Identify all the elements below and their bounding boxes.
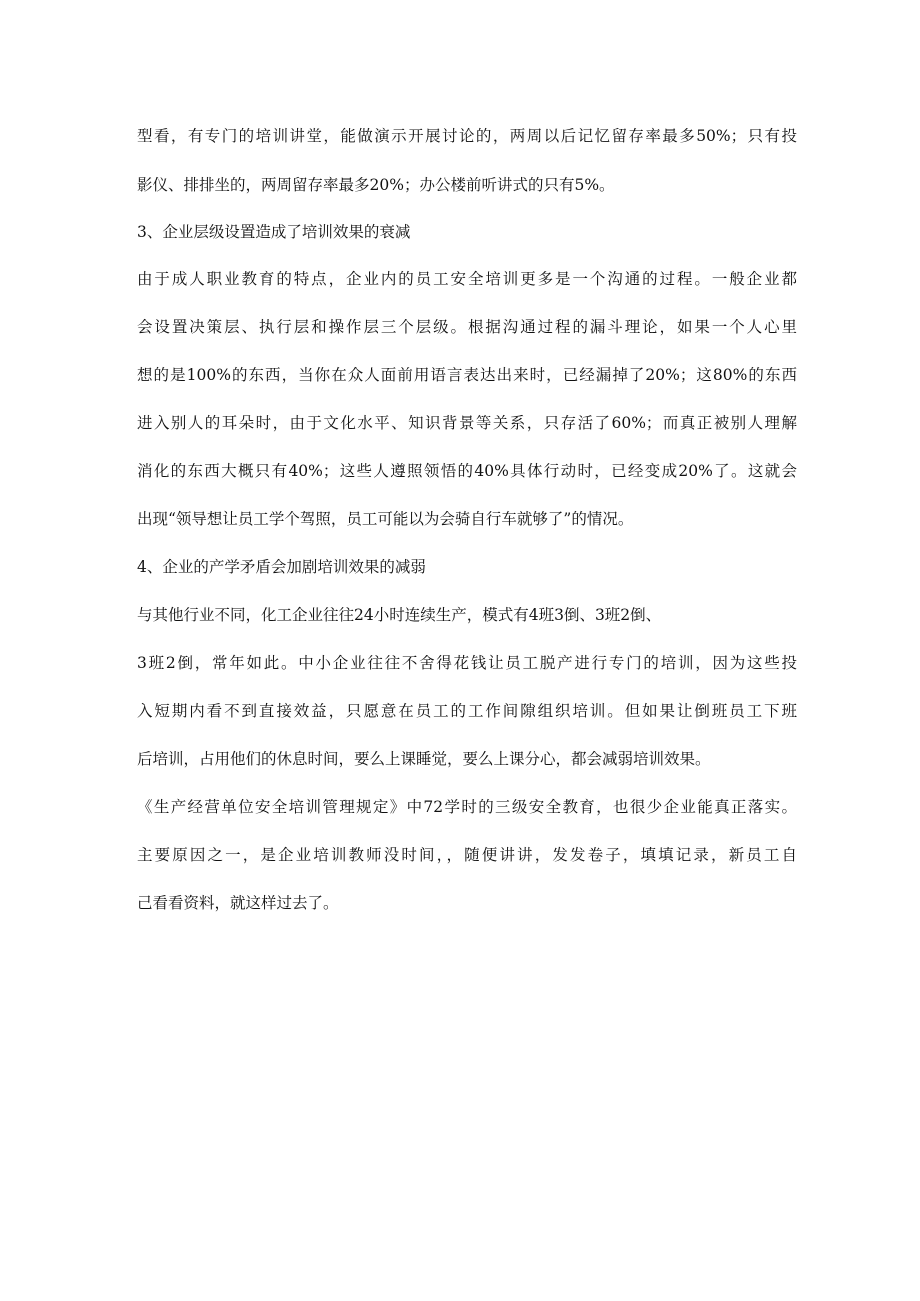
paragraph-line: 影仪、排排坐的，两周留存率最多20%；办公楼前听讲式的只有5%。 [137, 176, 615, 194]
section-heading: 3、企业层级设置造成了培训效果的衰减 [137, 223, 411, 241]
paragraph-line: 己看看资料，就这样过去了。 [137, 894, 339, 912]
paragraph-line: 由于成人职业教育的特点，企业内的员工安全培训更多是一个沟通的过程。一般企业都 [137, 270, 797, 288]
paragraph-line: 出现“领导想让员工学个驾照，员工可能以为会骑自行车就够了”的情况。 [137, 510, 634, 528]
paragraph-line: 进入别人的耳朵时，由于文化水平、知识背景等关系，只存活了60%；而真正被别人理解 [137, 414, 797, 432]
paragraph-line: 会设置决策层、执行层和操作层三个层级。根据沟通过程的漏斗理论，如果一个人心里 [137, 318, 797, 336]
paragraph-line: 想的是100%的东西，当你在众人面前用语言表达出来时，已经漏掉了20%；这80%的东西 [137, 366, 797, 384]
paragraph-line: 与其他行业不同，化工企业往往24小时连续生产，模式有4班3倒、3班2倒、 [137, 606, 662, 624]
paragraph-line: 《生产经营单位安全培训管理规定》中72学时的三级安全教育，也很少企业能真正落实。 [137, 798, 797, 816]
paragraph-line: 消化的东西大概只有40%；这些人遵照领悟的40%具体行动时，已经变成20%了。这就会 [137, 462, 797, 480]
paragraph-line: 3班2倒，常年如此。中小企业往往不舍得花钱让员工脱产进行专门的培训，因为这些投 [137, 654, 797, 672]
section-heading: 4、企业的产学矛盾会加剧培训效果的减弱 [137, 558, 426, 576]
paragraph-line: 型看，有专门的培训讲堂，能做演示开展讨论的，两周以后记忆留存率最多50%；只有投 [137, 127, 797, 145]
paragraph-line: 入短期内看不到直接效益，只愿意在员工的工作间隙组织培训。但如果让倒班员工下班 [137, 702, 797, 720]
paragraph-line: 后培训，占用他们的休息时间，要么上课睡觉，要么上课分心，都会减弱培训效果。 [137, 750, 711, 768]
paragraph-line: 主要原因之一，是企业培训教师没时间，，随便讲讲，发发卷子，填填记录，新员工自 [137, 846, 797, 864]
